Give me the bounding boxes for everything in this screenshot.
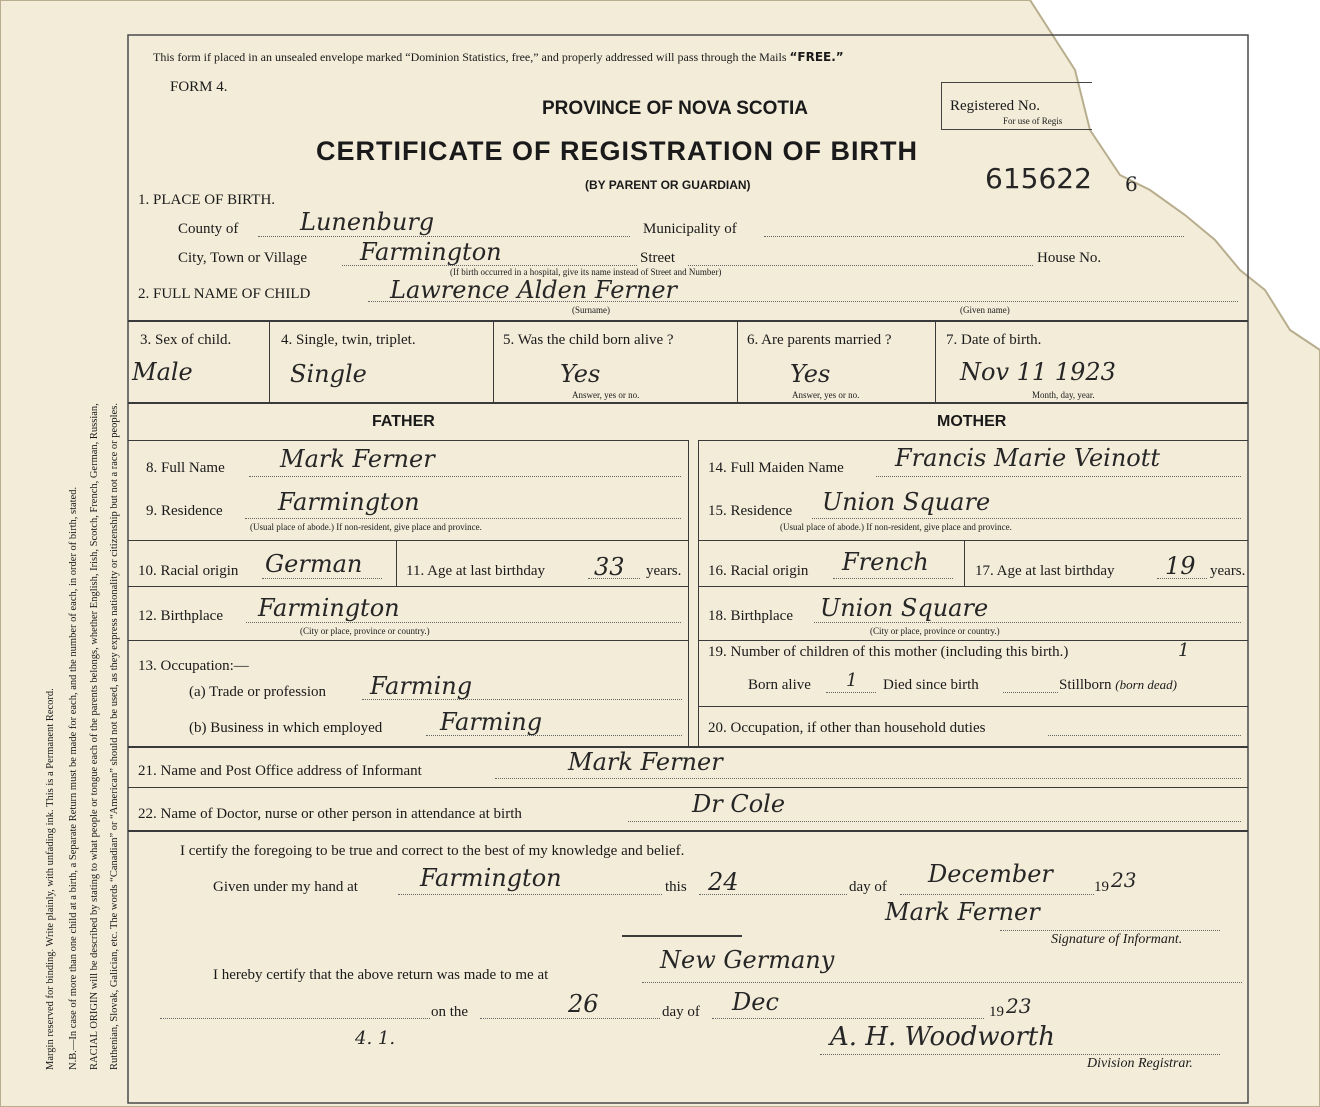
registrar-place-value: New Germany [660, 946, 835, 974]
year-value: 23 [1111, 868, 1137, 892]
reg-year-value: 23 [1006, 994, 1032, 1018]
mother-birthplace-line [814, 622, 1241, 623]
father-trade-label: (a) Trade or profession [189, 684, 327, 700]
father-racial-line [262, 578, 382, 579]
row-divider [128, 540, 688, 541]
month-line [900, 894, 1094, 895]
informant-value: Mark Ferner [568, 748, 723, 776]
county-line [258, 236, 630, 237]
children-label: 19. Number of children of this mother (including this birth.) [708, 644, 1069, 660]
margin-note-2: N.B.—In case of more than one child at a birth, a Separate Return must be made for each, and the number of each, in order of birth, stated. [68, 486, 79, 1070]
father-birthplace-label: 12. Birthplace [138, 608, 223, 624]
father-birthplace-line [246, 622, 681, 623]
registrar-signature-line [820, 1054, 1220, 1055]
col-divider [964, 540, 965, 586]
mother-heading-rule [698, 440, 1248, 441]
row-divider [128, 402, 1248, 404]
mother-occupation-line [1048, 735, 1241, 736]
father-years-label: years. [646, 563, 682, 579]
father-heading-rule [128, 440, 688, 441]
mother-heading: MOTHER [937, 413, 1007, 430]
father-age-value: 33 [594, 553, 625, 581]
mother-residence-line [812, 518, 1241, 519]
mother-name-value: Francis Marie Veinott [895, 444, 1161, 472]
center-divider [698, 440, 699, 746]
born-alive-label: Born alive [748, 677, 811, 693]
mother-name-line [876, 476, 1241, 477]
registrar-use-note: For use of Regis [1003, 116, 1063, 126]
on-the-leader [160, 1018, 430, 1019]
reg-month-line [712, 1018, 984, 1019]
dob-label: 7. Date of birth. [946, 332, 1042, 348]
mother-residence-note: (Usual place of abode.) If non-resident, give place and province. [780, 522, 1012, 532]
row-divider [698, 586, 1248, 587]
plural-value: Single [290, 360, 367, 388]
reg-day-of-label: day of [662, 1004, 700, 1020]
row-divider [698, 640, 1248, 641]
col-divider [493, 320, 494, 402]
certificate-subtitle: (BY PARENT OR GUARDIAN) [585, 178, 751, 192]
day-value: 24 [708, 868, 739, 896]
reg-year-prefix: 19 [989, 1004, 1004, 1020]
sex-label: 3. Sex of child. [140, 332, 232, 348]
street-label: Street [640, 250, 675, 266]
registered-number: 615622 [985, 162, 1092, 195]
row-divider [128, 586, 688, 587]
mother-age-label: 17. Age at last birthday [975, 563, 1115, 579]
surname-note: (Surname) [572, 305, 610, 315]
row-divider [128, 830, 1248, 832]
registrar-initials: 4. 1. [355, 1028, 396, 1049]
father-birthplace-value: Farmington [258, 594, 400, 622]
province-heading: PROVINCE OF NOVA SCOTIA [542, 98, 809, 119]
signature-line [1000, 930, 1220, 931]
father-age-label: 11. Age at last birthday [406, 563, 545, 579]
col-divider [737, 320, 738, 402]
county-label: County of [178, 221, 239, 237]
married-answer-note: Answer, yes or no. [792, 390, 860, 400]
form-number: FORM 4. [170, 79, 228, 95]
registrar-label: Division Registrar. [1087, 1056, 1193, 1071]
registered-label: Registered No. [950, 98, 1040, 114]
father-trade-value: Farming [370, 672, 473, 700]
informant-signature: Mark Ferner [885, 898, 1040, 926]
col-divider [269, 320, 270, 402]
mother-age-value: 19 [1165, 552, 1196, 580]
father-racial-label: 10. Racial origin [138, 563, 239, 579]
municipality-label: Municipality of [643, 221, 737, 237]
street-line [688, 265, 1033, 266]
alive-value: Yes [560, 360, 601, 388]
place-of-birth-label: 1. PLACE OF BIRTH. [138, 192, 276, 208]
row-divider [128, 787, 1248, 788]
this-label: this [665, 879, 687, 895]
dob-note: Month, day, year. [1032, 390, 1095, 400]
margin-note-1: Margin reserved for binding. Write plainly, with unfading ink. This is a Permanent Record. [45, 688, 56, 1070]
margin-note-4: Ruthenian, Slovak, Galician, etc. The words “Canadian” or “American” should not be used, as they express nationality or citizenship but not a race or peoples. [109, 403, 120, 1070]
alive-label: 5. Was the child born alive ? [503, 332, 674, 348]
informant-line [495, 778, 1241, 779]
father-name-line [249, 476, 681, 477]
father-racial-value: German [265, 550, 363, 578]
hospital-note: (If birth occurred in a hospital, give its name instead of Street and Number) [450, 267, 722, 277]
father-occupation-label: 13. Occupation:— [138, 658, 249, 674]
city-label: City, Town or Village [178, 250, 308, 266]
row-divider [128, 320, 1248, 322]
row-divider [698, 540, 1248, 541]
doctor-label: 22. Name of Doctor, nurse or other person in attendance at birth [138, 806, 522, 822]
mother-years-label: years. [1210, 563, 1246, 579]
sex-value: Male [132, 358, 193, 386]
certificate-title: CERTIFICATE OF REGISTRATION OF BIRTH [316, 136, 918, 166]
alive-answer-note: Answer, yes or no. [572, 390, 640, 400]
on-the-label: on the [431, 1004, 469, 1020]
father-residence-line [245, 518, 681, 519]
mother-occupation-label: 20. Occupation, if other than household duties [708, 720, 986, 736]
mother-racial-line [833, 578, 953, 579]
city-value: Farmington [360, 238, 502, 266]
mother-birthplace-label: 18. Birthplace [708, 608, 793, 624]
registered-number-suffix: 6 [1125, 172, 1138, 196]
house-label: House No. [1037, 250, 1102, 266]
father-name-label: 8. Full Name [146, 460, 225, 476]
married-value: Yes [790, 360, 831, 388]
children-value: 1 [1178, 640, 1190, 661]
reg-month-value: Dec [732, 988, 779, 1016]
father-birthplace-note: (City or place, province or country.) [300, 626, 430, 636]
municipality-line [764, 236, 1184, 237]
died-line [1003, 692, 1058, 693]
father-residence-note: (Usual place of abode.) If non-resident, give place and province. [250, 522, 482, 532]
given-name-note: (Given name) [960, 305, 1010, 315]
separator-rule [622, 935, 742, 937]
dob-value: Nov 11 1923 [960, 358, 1116, 386]
signature-label: Signature of Informant. [1051, 932, 1183, 947]
county-value: Lunenburg [300, 208, 435, 236]
center-divider [688, 440, 689, 746]
child-name-label: 2. FULL NAME OF CHILD [138, 286, 311, 302]
mother-residence-label: 15. Residence [708, 503, 793, 519]
doctor-line [628, 821, 1241, 822]
month-value: December [928, 860, 1053, 888]
father-business-label: (b) Business in which employed [189, 720, 383, 736]
informant-label: 21. Name and Post Office address of Informant [138, 763, 422, 779]
mother-birthplace-value: Union Square [820, 594, 989, 622]
registrar-place-line [642, 982, 1242, 983]
mother-name-label: 14. Full Maiden Name [708, 460, 844, 476]
father-heading: FATHER [372, 413, 435, 430]
born-alive-line [826, 692, 876, 693]
col-divider [396, 540, 397, 586]
married-label: 6. Are parents married ? [747, 332, 892, 348]
stillborn-label: Stillborn (born dead) [1059, 677, 1178, 693]
mother-racial-label: 16. Racial origin [708, 563, 809, 579]
father-residence-value: Farmington [278, 488, 420, 516]
day-of-label: day of [849, 879, 887, 895]
given-place-line [398, 894, 662, 895]
father-residence-label: 9. Residence [146, 503, 223, 519]
year-prefix: 19 [1094, 879, 1109, 895]
born-alive-value: 1 [846, 670, 858, 691]
doctor-value: Dr Cole [692, 790, 786, 818]
mother-birthplace-note: (City or place, province or country.) [870, 626, 1000, 636]
margin-note-3: RACIAL ORIGIN will be described by stating to what people or tongue each of the parents belongs, whether English, Irish, Scotch, French, German, Russian, [89, 403, 100, 1070]
col-divider [935, 320, 936, 402]
plural-label: 4. Single, twin, triplet. [281, 332, 416, 348]
died-label: Died since birth [883, 677, 979, 693]
row-divider [698, 706, 1248, 707]
child-name-value: Lawrence Alden Ferner [390, 276, 678, 304]
mother-residence-value: Union Square [822, 488, 991, 516]
father-name-value: Mark Ferner [280, 445, 435, 473]
registrar-statement: I hereby certify that the above return was made to me at [213, 967, 549, 983]
registrar-signature: A. H. Woodworth [830, 1022, 1055, 1052]
reg-day-value: 26 [568, 990, 599, 1018]
reg-day-line [480, 1018, 660, 1019]
given-place-value: Farmington [420, 864, 562, 892]
given-label: Given under my hand at [213, 879, 358, 895]
mother-racial-value: French [842, 548, 929, 576]
father-business-value: Farming [440, 708, 543, 736]
mail-notice: This form if placed in an unsealed envelope marked “Dominion Statistics, free,” and properly addressed will pass through the Mails “FREE.” [153, 50, 844, 64]
certify-statement: I certify the foregoing to be true and correct to the best of my knowledge and belief. [180, 843, 685, 859]
row-divider [128, 640, 688, 641]
